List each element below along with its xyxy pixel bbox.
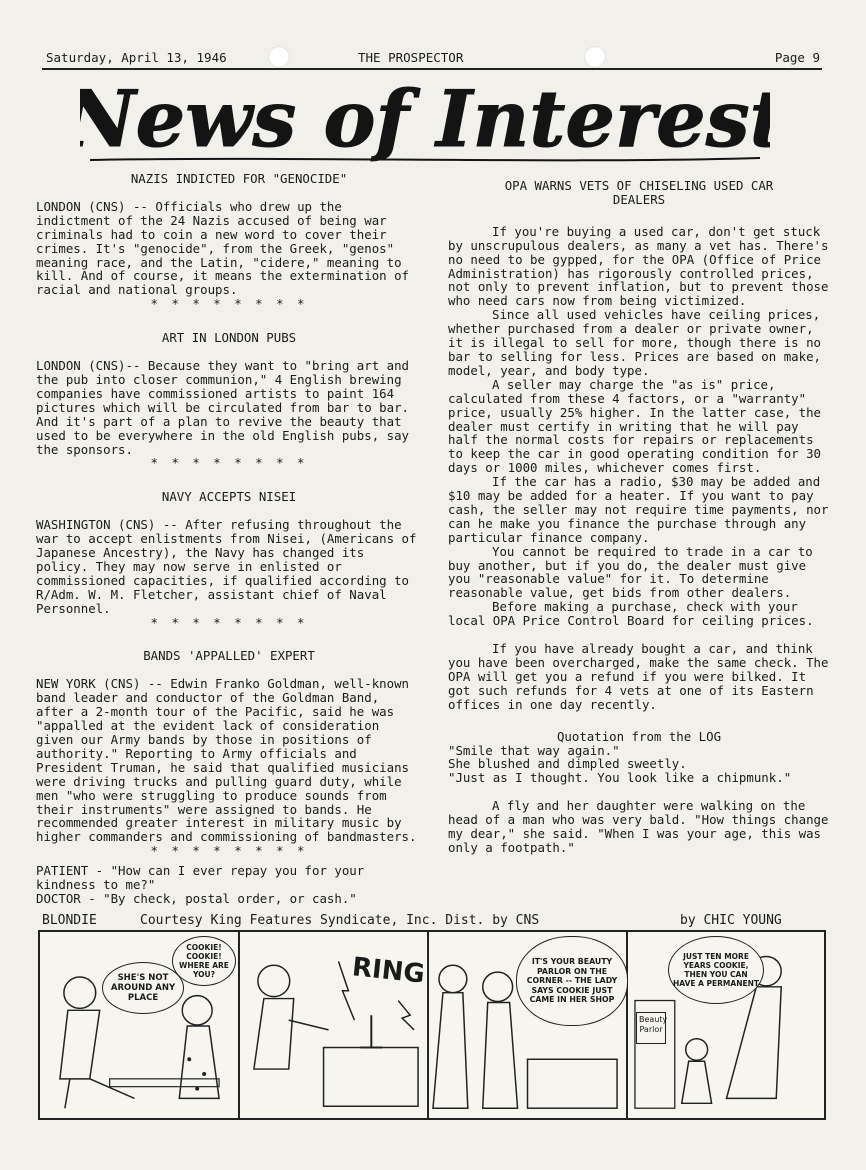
opa-paragraph-3: A seller may charge the "as is" price, calculated from these 4 factors, or a "warranty" price, usually 25% higher. In the latter case, the dealer must certify in writing that he will pay half the normal costs for repairs or replacements to keep the car in good operating condition for 30 days or 1000 miles, whichever comes first.	[448, 376, 821, 476]
article-heading-bands: BANDS 'APPALLED' EXPERT	[143, 648, 315, 664]
speech-balloon-2: COOKIE! COOKIE! WHERE ARE YOU?	[172, 936, 236, 986]
separator-stars: * * * * * * * *	[150, 296, 308, 312]
opa-paragraph-5: You cannot be required to trade in a car to buy another, but if you do, the dealer must give you "reasonable value" for it. To determine reasonable value, get bids from other dealers.	[448, 543, 813, 601]
masthead-title	[80, 68, 770, 168]
masthead-text: News of Interest	[80, 74, 770, 165]
opa-paragraph-6: Before making a purchase, check with your local OPA Price Control Board for ceiling prices.	[448, 599, 814, 629]
separator-stars: * * * * * * * *	[150, 843, 308, 859]
article-heading-navy: NAVY ACCEPTS NISEI	[161, 489, 297, 505]
article-heading-genocide: NAZIS INDICTED FOR "GENOCIDE"	[130, 171, 348, 186]
beauty-parlor-sign: Beauty Parlor	[636, 1012, 666, 1044]
quotation-heading: Quotation from the LOG	[556, 728, 722, 744]
article-body-art: LONDON (CNS)-- Because they want to "bring art and the pub into closer communion," 4 English brewing companies have commissioned artists to paint 164 pictures which will be circulated from bar to bar. And it's part of a plan to revive the beauty that used to be everywhere in the old English pubs, say the sponsors.	[36, 358, 409, 457]
article-heading-opa: OPA WARNS VETS OF CHISELING USED CAR DEALERS	[504, 178, 774, 207]
left-column	[36, 172, 422, 906]
speech-balloon-1: SHE'S NOT AROUND ANY PLACE	[102, 962, 184, 1014]
comic-author: by CHIC YOUNG	[680, 913, 782, 928]
quotation-line-2: She blushed and dimpled sweetly.	[448, 756, 687, 772]
opa-paragraph-2: Since all used vehicles have ceiling prices, whether purchased from a dealer or private owner, it is illegal to sell for more, though there is no bar to selling for less. Prices are based on make, model, year, and body type.	[448, 307, 821, 378]
article-body-genocide: LONDON (CNS) -- Officials who drew up the indictment of the 24 Nazis accused of being war criminals had to coin a new word to cover their crimes. It's "genocide", from the Greek, "genos" meaning race, and the Latin, "cidere," meaning to kill. And of course, it means the extermination of racial and national groups.	[36, 198, 409, 298]
speech-balloon-4: JUST TEN MORE YEARS COOKIE, THEN YOU CAN HAVE A PERMANENT	[668, 936, 764, 1004]
opa-paragraph-7: If you have already bought a car, and think you have been overcharged, make the same check. The OPA will get you a refund if you were bilked. It got such refunds for 4 vets at one of its Eastern offices in one day recently.	[448, 641, 829, 712]
article-heading-art: ART IN LONDON PUBS	[161, 330, 297, 346]
article-body-navy: WASHINGTON (CNS) -- After refusing throughout the war to accept enlistments from Nisei, (Americans of Japanese Ancestry), the Navy has changed its policy. They may now serve in enlisted or commissioned capacities, if qualified according to R/Adm. W. M. Fletcher, assistant chief of Naval Personnel.	[36, 517, 417, 616]
page-number: Page 9	[774, 50, 820, 65]
fly-joke: A fly and her daughter were walking on the head of a man who was very bald. "How things change my dear," she said. "When I was your age, this was only a footpath."	[448, 798, 829, 855]
blondie-comic-strip	[38, 930, 826, 1120]
article-body-bands: NEW YORK (CNS) -- Edwin Franko Goldman, well-known band leader and conductor of the Goldman Band, after a 2-month tour of the Pacific, said he was "appalled at the evident lack of consideration given our Army bands by those in positions of authority." Reporting to Army officials and President Truman, he said that qualified musicians were driving trucks and pulling guard duty, while men "who were struggling to produce sounds from their instruments" were assigned to bands. He recommended greater interest in military music by higher commanders and commissioning of bandmasters.	[36, 676, 417, 845]
issue-date: Saturday, April 13, 1946	[46, 50, 227, 65]
joke-doctor: DOCTOR - "By check, postal order, or cash."	[36, 890, 357, 906]
comic-title: BLONDIE	[42, 913, 97, 928]
comic-credit: Courtesy King Features Syndicate, Inc. Dist. by CNS	[140, 913, 540, 928]
opa-paragraph-1: If you're buying a used car, don't get stuck by unscrupulous dealers, as many a vet has. There's no need to be gypped, for the OPA (Office of Price Administration) has rigorously controlled prices, not only to prevent inflation, but to prevent those who need cars now from being victimized.	[448, 223, 829, 309]
separator-stars: * * * * * * * *	[150, 455, 308, 471]
comic-caption	[38, 913, 828, 929]
page-header	[42, 50, 822, 70]
joke-patient: PATIENT - "How can I ever repay you for your kindness to me?"	[36, 863, 365, 893]
right-column	[448, 179, 830, 855]
opa-paragraph-4: If the car has a radio, $30 may be added and $10 may be added for a heater. If you want to pay cash, the seller may not require time payments, nor can he make you finance the purchase through any particular finance company.	[448, 474, 829, 545]
quotation-line-3: "Just as I thought. You look like a chipmunk."	[448, 770, 792, 786]
speech-balloon-3: IT'S YOUR BEAUTY PARLOR ON THE CORNER -- THE LADY SAYS COOKIE JUST CAME IN HER SHOP	[516, 936, 628, 1026]
phone-ring-text: RING	[350, 952, 427, 990]
separator-stars: * * * * * * * *	[150, 614, 308, 630]
paper-name: THE PROSPECTOR	[358, 50, 464, 65]
quotation-line-1: "Smile that way again."	[448, 742, 620, 758]
